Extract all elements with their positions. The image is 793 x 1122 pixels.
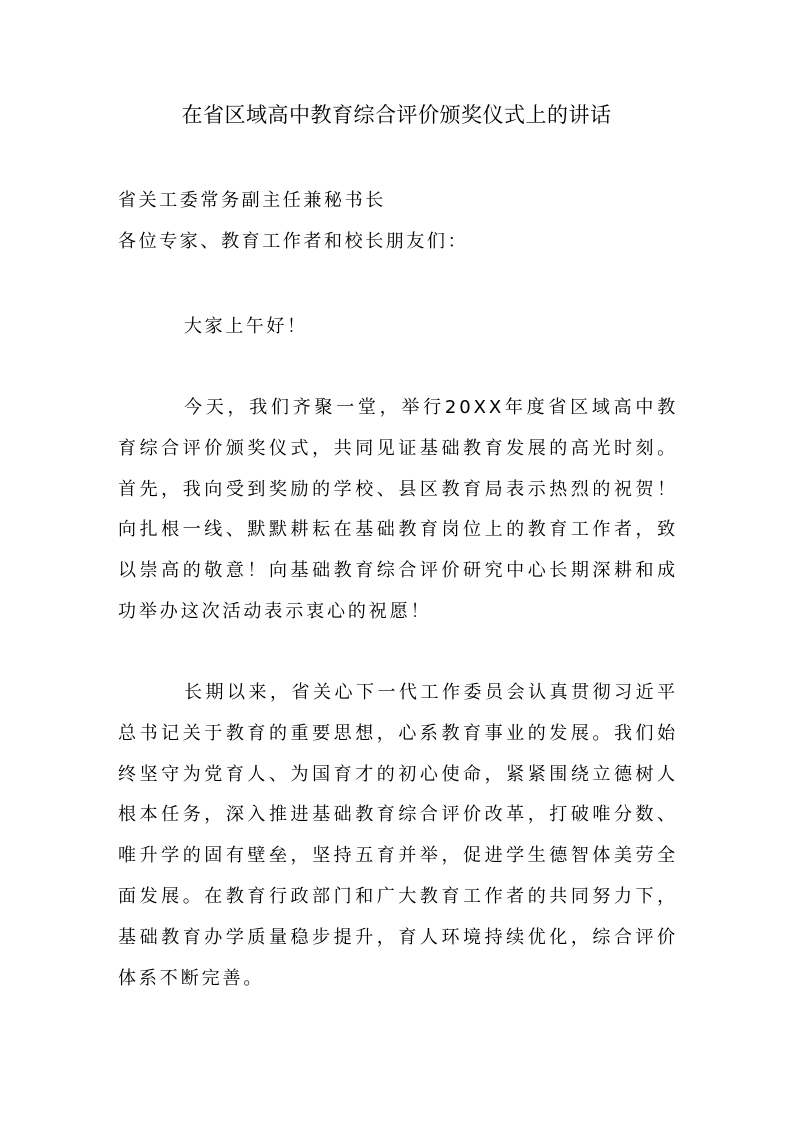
speaker-line: 省关工委常务副主任兼秘书长	[118, 190, 386, 211]
paragraph-1: 今天，我们齐聚一堂，举行20XX年度省区域高中教育综合评价颁奖仪式，共同见证基础教育发展的高光时刻。首先，我向受到奖励的学校、县区教育局表示热烈的祝贺！向扎根一线、默默耕耘在基础教育岗位上的教育工作者，致以崇高的敬意！向基础教育综合评价研究中心长期深耕和成功举办这次活动表示衷心的祝愿！	[118, 397, 678, 622]
document-title: 在省区域高中教育综合评价颁奖仪式上的讲话	[181, 103, 612, 127]
paragraph-2: 长期以来，省关心下一代工作委员会认真贯彻习近平总书记关于教育的重要思想，心系教育事业的发展。我们始终坚守为党育人、为国育才的初心使命，紧紧围绕立德树人根本任务，深入推进基础教育综合评价改革，打破唯分数、唯升学的固有壁垒，坚持五育并举，促进学生德智体美劳全面发展。在教育行政部门和广大教育工作者的共同努力下，基础教育办学质量稳步提升，育人环境持续优化，综合评价体系不断完善。	[118, 682, 678, 989]
address-line: 各位专家、教育工作者和校长朋友们：	[118, 231, 469, 252]
greeting: 大家上午好！	[184, 316, 308, 337]
